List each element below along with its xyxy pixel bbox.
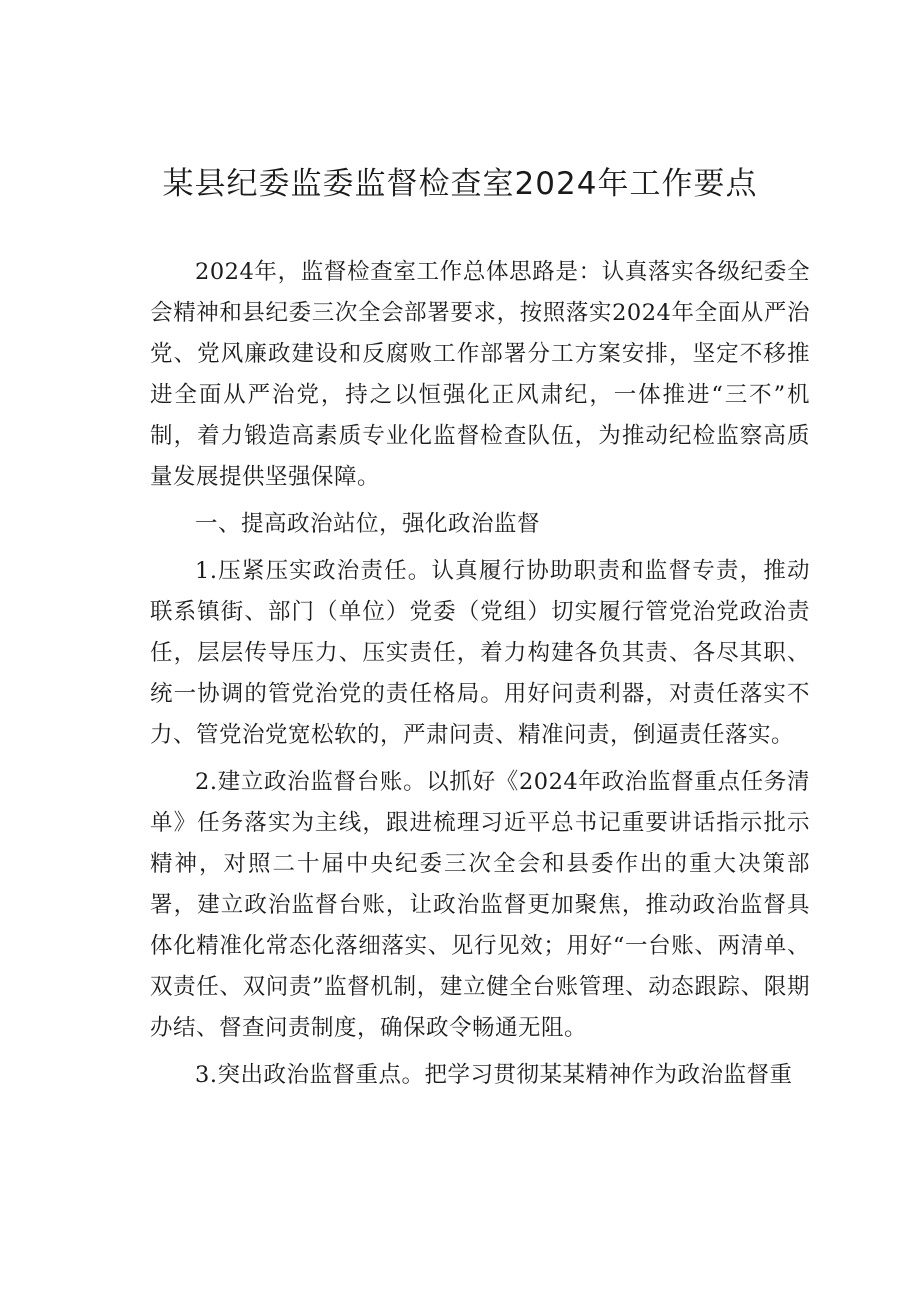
document-body <box>150 252 810 1102</box>
item-paragraph-2: 2.建立政治监督台账。以抓好《2024年政治监督重点任务清单》任务落实为主线，跟进梳理习近平总书记重要讲话指示批示精神，对照二十届中央纪委三次全会和县委作出的重大决策部署，建立政治监督台账，让政治监督更加聚焦，推动政治监督具体化精准化常态化落细落实、见行见效；用好“一台账、两清单、双责任、双问责”监督机制，建立健全台账管理、动态跟踪、限期办结、督查问责制度，确保政令畅通无阻。 <box>150 769 810 1041</box>
section-heading: 一、提高政治站位，强化政治监督 <box>195 511 541 537</box>
item-paragraph-3: 3.突出政治监督重点。把学习贯彻某某精神作为政治监督重 <box>195 1062 793 1088</box>
item-paragraph-1: 1.压紧压实政治责任。认真履行协助职责和监督专责，推动联系镇街、部门（单位）党委（党组）切实履行管党治党政治责任，层层传导压力、压实责任，着力构建各负其责、各尽其职、统一协调的管党治党的责任格局。用好问责利器，对责任落实不力、管党治党宽松软的，严肃问责、精准问责，倒逼责任落实。 <box>150 558 810 748</box>
intro-paragraph: 2024年，监督检查室工作总体思路是：认真落实各级纪委全会精神和县纪委三次全会部署要求，按照落实2024年全面从严治党、党风廉政建设和反腐败工作部署分工方案安排，坚定不移推进全面从严治党，持之以恒强化正风肃纪，一体推进“三不”机制，着力锻造高素质专业化监督检查队伍，为推动纪检监察高质量发展提供坚强保障。 <box>150 259 810 490</box>
document-title: 某县纪委监委监督检查室2024年工作要点 <box>162 166 758 202</box>
